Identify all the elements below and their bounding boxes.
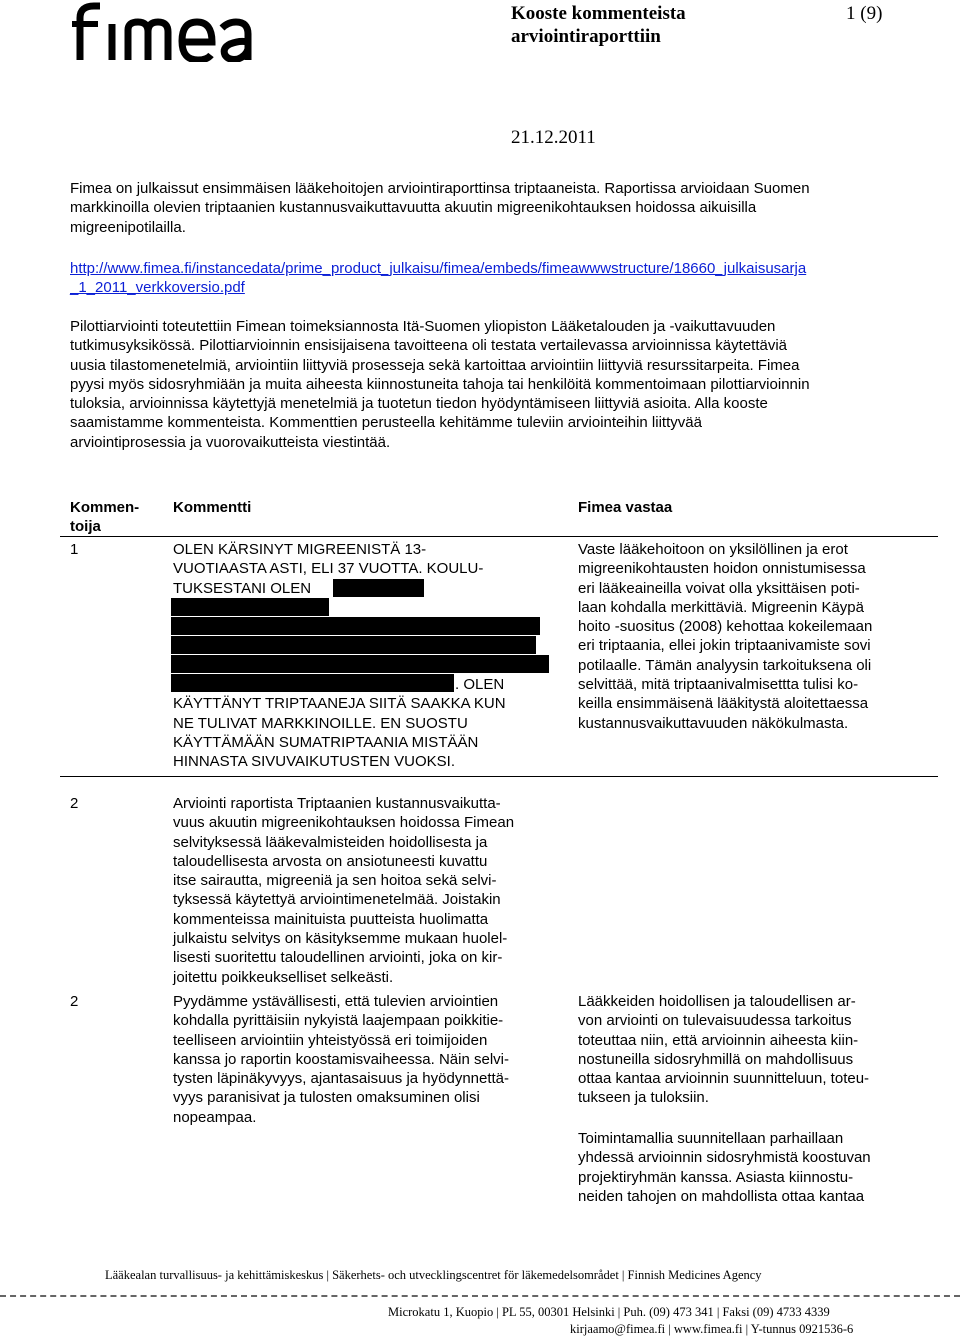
row2-commenter: 2 (70, 795, 79, 812)
body-paragraph: Pilottiarviointi toteutettiin Fimean toimeksiannosta Itä-Suomen yliopiston Lääketalouden ja -vaikuttavuuden tutkimusyksikössä. Pilottiarvioinnin ensisijaisena tavoitteena oli testata vertailevassa arvioinnissa käytettäviä uusia tilastomenetelmiä, arviointiin liittyviä prosesseja sekä kartoittaa arviointiin liittyviä resurssitarpeita. Fimea pyysi myös sidosryhmiään ja muita aiheesta kiinnostuneita tahoja tai henkilöitä kommentoimaan pilottiarvioinnin tuloksia, arvioinnissa käytettyjä menetelmiä ja tuotetun tiedon hyödyntämiseen liittyviä asioita. Alla kooste saamistamme kommenteista. Kommenttien perusteella kehitämme tuleviin arviointeihin liittyvää arviointiprosessia ja vuorovaikutteista viestintää. (70, 318, 810, 451)
col-header-response: Fimea vastaa (578, 499, 673, 516)
table-rule (60, 776, 938, 777)
redaction-block (171, 617, 540, 635)
redaction-block (171, 655, 549, 673)
footer-divider (0, 1295, 960, 1297)
row1-commenter: 1 (70, 541, 79, 558)
row3-response-b: Toimintamallia suunnitellaan parhaillaan yhdessä arvioinnin sidosryhmistä koostuvan projektiryhmän kanssa. Asiasta kiinnostu- neiden tahojen on mahdollista ottaa kantaa (578, 1130, 871, 1205)
footer-address: Microkatu 1, Kuopio | PL 55, 00301 Helsinki | Puh. (09) 473 341 | Faksi (09) 4733 4339 (388, 1305, 830, 1319)
redaction-block (171, 636, 536, 654)
col-header-comment: Kommentti (173, 499, 252, 516)
col-header-commenter: Kommen- toija (70, 499, 140, 536)
table-rule (60, 536, 938, 537)
fimea-logo (70, 2, 252, 62)
row3-commenter: 2 (70, 993, 79, 1010)
page-number: 1 (9) (846, 3, 883, 24)
footer-agencies: Lääkealan turvallisuus- ja kehittämiskeskus | Säkerhets- och utvecklingscentret för läkemedelsområdet | Finnish Medicines Agency (105, 1268, 762, 1282)
row2-comment: Arviointi raportista Triptaanien kustannusvaikutta- vuus akuutin migreenikohtauksen hoidossa Fimean selvityksessä lääkevalmisteiden hoidollisesta ja taloudellisesta arvosta on ansiotuneesti kuvattu itse sairautta, migreeniä ja sen hoitoa sekä selvi- tyksessä käytettyä arviointimenetelmää. Joistakin kommenteissa mainituista puutteista huolimatta julkaistu selvitys on käsityksemme mukaan huolel- lisesti suoritettu taloudellinen arviointi, joka on kir- joitettu poikkeukselliset selkeästi. (173, 795, 515, 986)
row1-comment-end: . OLEN KÄYTTÄNYT TRIPTAANEJA SIITÄ SAAKKA KUN NE TULIVAT MARKKINOILLE. EN SUOSTU KÄYTTÄMÄÄN SUMATRIPTAANIA MISTÄÄN HINNASTA SIVUVAIKUTUSTEN VUOKSI. (173, 676, 506, 771)
document-title: Kooste kommenteista arviointiraporttiin (511, 3, 686, 47)
redaction-block (171, 598, 329, 616)
row3-response-a: Lääkkeiden hoidollisen ja taloudellisen ar- von arviointi on tulevaisuudessa tarkoitus toteuttaa niin, että arvioinnin aiheesta kiin- nostuneilla sidosryhmillä on mahdollisuus ottaa kantaa arvioinnin suunnitteluun, toteu- tukseen ja tuloksiin. (578, 993, 870, 1107)
row1-response: Vaste lääkehoitoon on yksilöllinen ja erot migreenikohtausten hoidon onnistumisessa eri lääkeaineilla voivat olla yksittäisen poti- laan kohdalla merkittäviä. Migreenin Käypä hoito -suositus (2008) kehottaa kokeilemaan eri triptaania, ellei jokin triptaanivamiste sovi potilaalle. Tämän analyysin tarkoituksena oli selvittää, mitä triptaanivalmisettta tulisi ko- keilla ensimmäisenä lääkitystä aloitettaessa kustannusvaikuttavuuden näkökulmasta. (578, 541, 873, 732)
footer-contact: kirjaamo@fimea.fi | www.fimea.fi | Y-tunnus 0921536-6 (570, 1322, 854, 1336)
row1-comment-start: OLEN KÄRSINYT MIGREENISTÄ 13- VUOTIAASTA ASTI, ELI 37 VUOTTA. KOULU- TUKSESTANI OLEN (173, 541, 484, 597)
row3-comment: Pyydämme ystävällisesti, että tulevien arviointien kohdalla pyrittäisiin nykyistä laajempaan poikkitie- teelliseen arviointiin yhteistyössä eri toimijoiden kanssa jo raportin koostamisvaiheessa. Näin selvi- tysten läpinäkyvyys, ajantasaisuus ja hyödynnettä- vyys paranisivat ja tulosten omaksuminen olisi nopeampaa. (173, 993, 510, 1126)
report-link[interactable]: http://www.fimea.fi/instancedata/prime_product_julkaisu/fimea/embeds/fimeawwwstructure/18660_julkaisusarja _1_2011_verkkoversio.pdf (70, 260, 807, 297)
document-date: 21.12.2011 (511, 127, 596, 148)
intro-paragraph: Fimea on julkaissut ensimmäisen lääkehoitojen arviointiraporttinsa triptaaneista. Raportissa arvioidaan Suomen markkinoilla olevien triptaanien kustannusvaikuttavuutta akuutin migreenikohtauksen hoidossa aikuisilla migreenipotilailla. (70, 180, 810, 236)
redaction-block (333, 579, 424, 597)
